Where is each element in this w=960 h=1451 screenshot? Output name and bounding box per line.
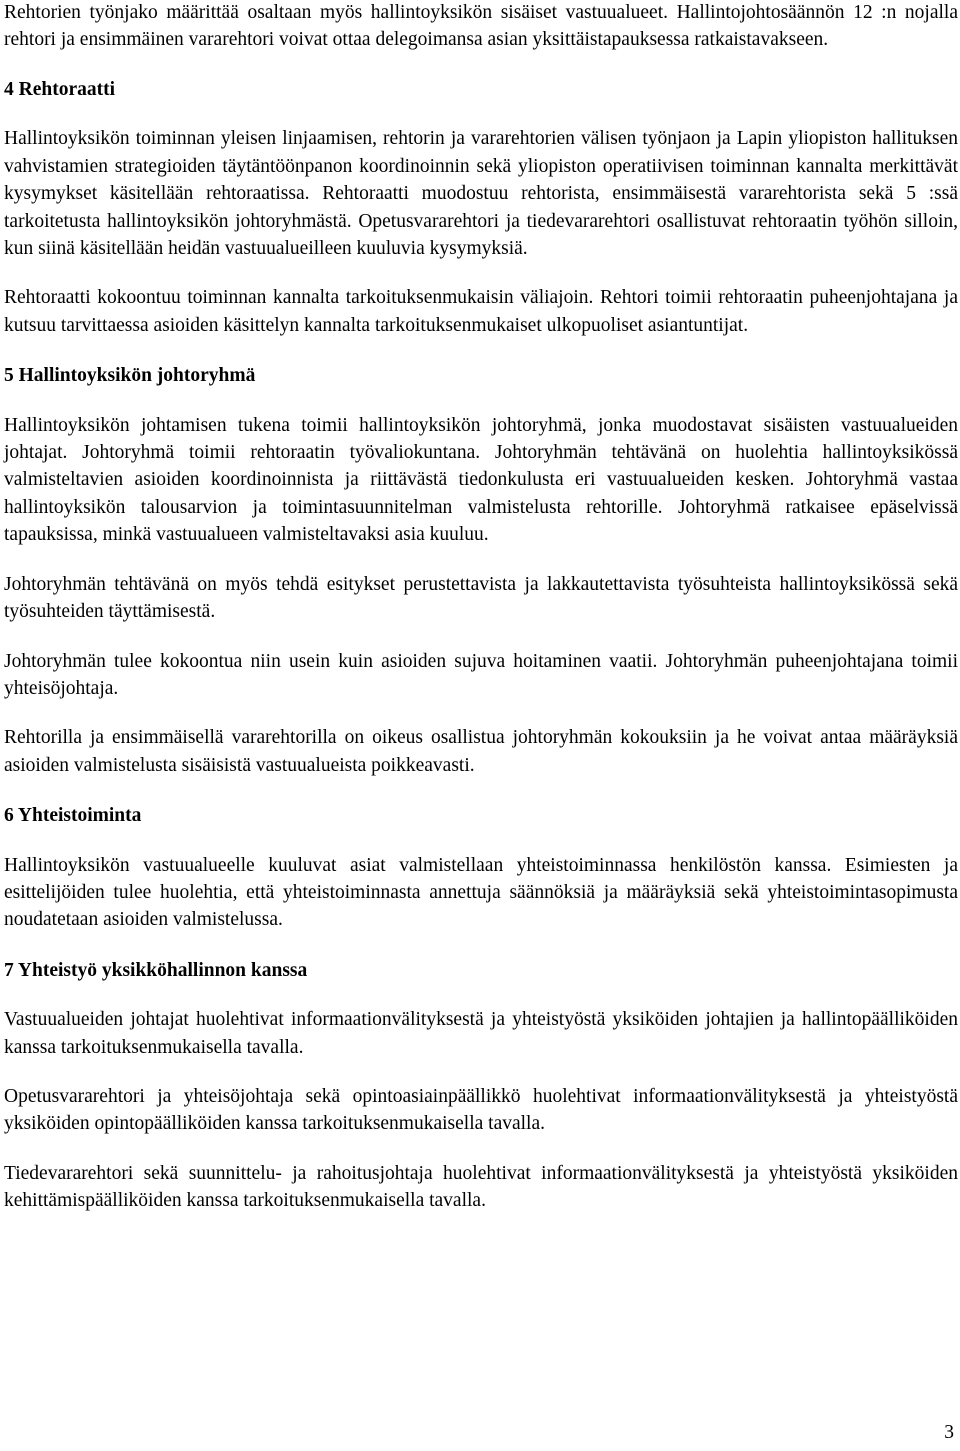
document-page xyxy=(4,0,958,1215)
section-5-paragraph-2: Johtoryhmän tehtävänä on myös tehdä esitykset perustettavista ja lakkautettavista työsuhteista hallintoyksikössä sekä työsuhteiden täyttämisestä. xyxy=(4,573,958,623)
section-4-paragraph-1: Hallintoyksikön toiminnan yleisen linjaamisen, rehtorin ja vararehtorien välisen työnjaon ja Lapin yliopiston hallituksen vahvistamien strategioiden täytäntöönpanon koordinoinnin sekä yliopiston operatiivisen toiminnan kannalta merkittävät kysymykset käsitellään rehtoraatissa. Rehtoraatti muodostuu rehtorista, ensimmäisestä vararehtorista sekä 5 :ssä tarkoitetusta hallintoyksikön johtoryhmästä. Opetusvararehtori ja tiedevararehtori osallistuvat rehtoraatin työhön silloin, kun siinä käsitellään heidän vastuualueilleen kuuluvia kysymyksiä. xyxy=(4,128,958,260)
section-6-paragraph-1: Hallintoyksikön vastuualueelle kuuluvat asiat valmistellaan yhteistoiminnassa henkilöstön kanssa. Esimiesten ja esittelijöiden tulee huolehtia, että yhteistoiminnasta annettuja säännöksiä ja määräyksiä sekä yhteistoimintasopimusta noudatetaan asioiden valmistelussa. xyxy=(4,854,958,931)
section-5-paragraph-4: Rehtorilla ja ensimmäisellä vararehtorilla on oikeus osallistua johtoryhmän kokouksiin ja he voivat antaa määräyksiä asioiden valmistelusta sisäisistä vastuualueista poikkeavasti. xyxy=(4,727,958,776)
section-7-paragraph-2: Opetusvararehtori ja yhteisöjohtaja sekä opintoasiainpäällikkö huolehtivat informaationvälityksestä ja yhteistyöstä yksiköiden opintopäälliköiden kanssa tarkoituksenmukaisella tavalla. xyxy=(4,1085,958,1135)
section-heading-6: 6 Yhteistoiminta xyxy=(4,805,142,827)
intro-paragraph: Rehtorien työnjako määrittää osaltaan myös hallintoyksikön sisäiset vastuualueet. Hallintojohtosäännön 12 :n nojalla rehtori ja ensimmäinen vararehtori voivat ottaa delegoimansa asian yksittäistapauksessa ratkaistavakseen. xyxy=(4,2,958,50)
section-heading-7: 7 Yhteistyö yksikköhallinnon kanssa xyxy=(4,959,308,981)
section-heading-4: 4 Rehtoraatti xyxy=(4,79,116,100)
section-5-paragraph-1: Hallintoyksikön johtamisen tukena toimii hallintoyksikön johtoryhmä, jonka muodostavat sisäisten vastuualueiden johtajat. Johtoryhmä toimii rehtoraatin työvaliokuntana. Johtoryhmän tehtävänä on huolehtia hallintoyksikössä valmisteltavien asioiden koordinoinnista ja riittävästä tiedonkulusta eri vastuualueiden kesken. Johtoryhmä vastaa hallintoyksikön talousarvion ja toimintasuunnitelman valmistelusta rehtorille. Johtoryhmä ratkaisee epäselvissä tapauksissa, minkä vastuualueen valmisteltavaksi asia kuuluu. xyxy=(4,414,958,546)
section-5-paragraph-3: Johtoryhmän tulee kokoontua niin usein kuin asioiden sujuva hoitaminen vaatii. Johtoryhmän puheenjohtajana toimii yhteisöjohtaja. xyxy=(4,650,958,699)
section-7-paragraph-3: Tiedevararehtori sekä suunnittelu- ja rahoitusjohtaja huolehtivat informaationvälityksestä ja yhteistyöstä yksiköiden kehittämispäälliköiden kanssa tarkoituksenmukaisella tavalla. xyxy=(4,1162,958,1212)
section-heading-5: 5 Hallintoyksikön johtoryhmä xyxy=(4,365,256,387)
section-4-paragraph-2: Rehtoraatti kokoontuu toiminnan kannalta tarkoituksenmukaisin väliajoin. Rehtori toimii rehtoraatin puheenjohtajana ja kutsuu tarvittaessa asioiden käsittelyn kannalta tarkoituksenmukaiset ulkopuoliset asiantuntijat. xyxy=(4,287,958,336)
section-7-paragraph-1: Vastuualueiden johtajat huolehtivat informaationvälityksestä ja yhteistyöstä yksiköiden johtajien ja hallintopäälliköiden kanssa tarkoituksenmukaisella tavalla. xyxy=(4,1009,958,1058)
page-number: 3 xyxy=(944,1422,954,1443)
